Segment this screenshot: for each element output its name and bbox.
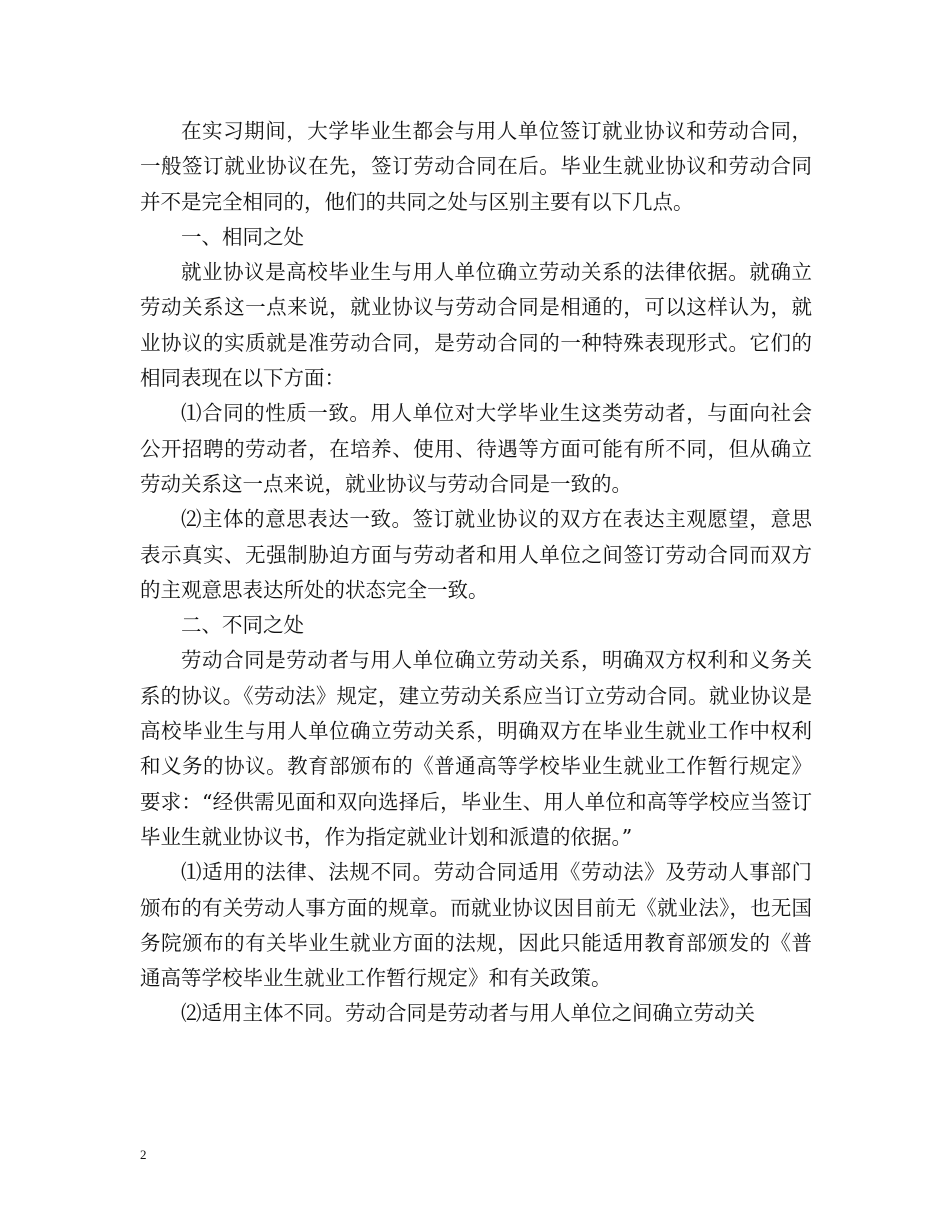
document-body [140,114,812,1032]
paragraph-point-1: ⑴合同的性质一致。用人单位对大学毕业生这类劳动者，与面向社会公开招聘的劳动者，在培养、使用、待遇等方面可能有所不同，但从确立劳动关系这一点来说，就业协议与劳动合同是一致的。 [140,401,812,496]
paragraph-similarities: 就业协议是高校毕业生与用人单位确立劳动关系的法律依据。就确立劳动关系这一点来说，就业协议与劳动合同是相通的，可以这样认为，就业协议的实质就是准劳动合同，是劳动合同的一种特殊表现形式。它们的相同表现在以下方面： [140,260,812,391]
paragraph-differences: 劳动合同是劳动者与用人单位确立劳动关系，明确双方权利和义务关系的协议。《劳动法》规定，建立劳动关系应当订立劳动合同。就业协议是高校毕业生与用人单位确立劳动关系，明确双方在毕业生就业工作中权利和义务的协议。教育部颁布的《普通高等学校毕业生就业工作暂行规定》要求：“经供需见面和双向选择后，毕业生、用人单位和高等学校应当签订毕业生就业协议书，作为指定就业计划和派遣的依据。” [140,648,812,849]
heading-differences: 二、不同之处 [181,613,304,638]
heading-similarities: 一、相同之处 [181,224,304,249]
paragraph-point-2: ⑵主体的意思表达一致。签订就业协议的双方在表达主观愿望，意思表示真实、无强制胁迫方面与劳动者和用人单位之间签订劳动合同而双方的主观意思表达所处的状态完全一致。 [140,507,812,602]
paragraph-diff-point-1: ⑴适用的法律、法规不同。劳动合同适用《劳动法》及劳动人事部门颁布的有关劳动人事方面的规章。而就业协议因目前无《就业法》，也无国务院颁布的有关毕业生就业方面的法规，因此只能适用教育部颁发的《普通高等学校毕业生就业工作暂行规定》和有关政策。 [140,860,812,991]
paragraph-diff-point-2: ⑵适用主体不同。劳动合同是劳动者与用人单位之间确立劳动关 [181,1001,755,1026]
paragraph-intro: 在实习期间，大学毕业生都会与用人单位签订就业协议和劳动合同，一般签订就业协议在先，签订劳动合同在后。毕业生就业协议和劳动合同并不是完全相同的，他们的共同之处与区别主要有以下几点。 [140,119,812,214]
page-number: 2 [140,1147,147,1162]
